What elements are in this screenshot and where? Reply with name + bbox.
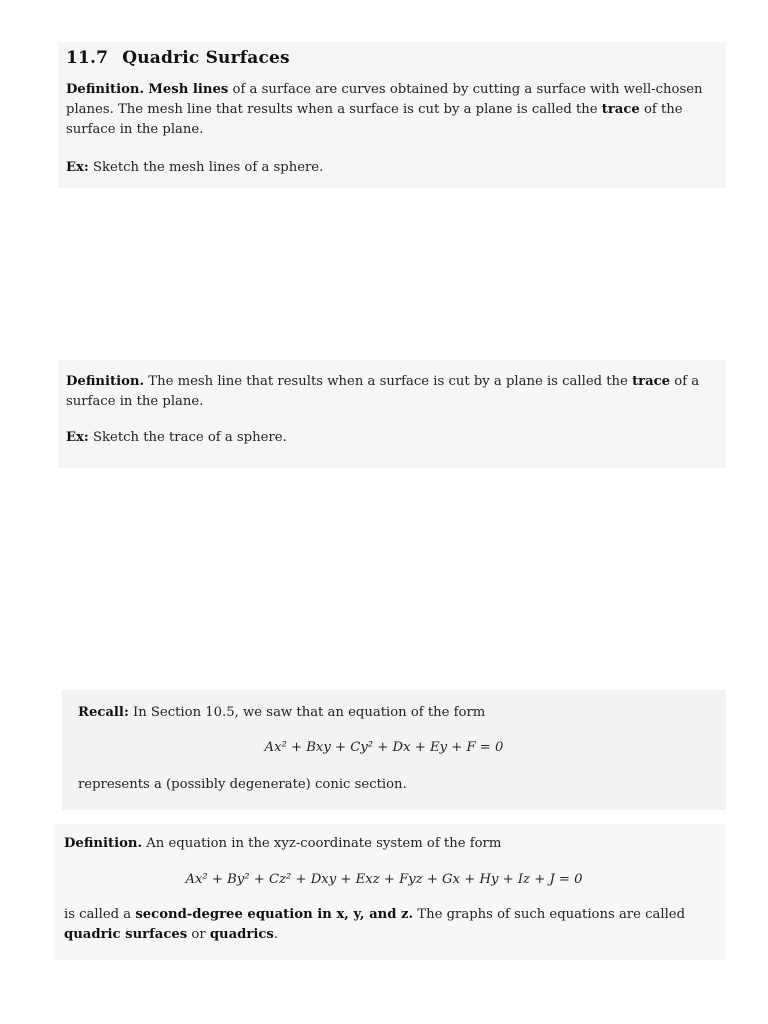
conic-equation: Ax² + Bxy + Cy² + Dx + Ey + F = 0 <box>264 740 504 755</box>
definition-text-end: of the surface in the plane. <box>66 102 683 137</box>
definition2-tail <box>64 905 704 945</box>
definition-text: of a surface are curves obtained by cutting a surface with well-chosen planes. The mesh line that results when a surface is cut by a plane is called the <box>66 82 703 117</box>
recall-paragraph <box>78 703 698 723</box>
definition-text: An equation in the xyz-coordinate system of the form <box>142 836 502 851</box>
definition-text-end: of a surface in the plane. <box>66 374 700 409</box>
definition-mesh-lines <box>66 80 714 140</box>
section-heading <box>66 48 290 68</box>
definition-second-degree <box>64 834 704 854</box>
definition-text: The mesh line that results when a surface is cut by a plane is called the <box>144 374 633 389</box>
quadric-surfaces-term: quadric surfaces <box>64 927 188 942</box>
tail-text: is called a <box>64 907 136 922</box>
definition-label: Definition. <box>66 374 145 389</box>
tail-text-mid: The graphs of such equations are called <box>413 907 686 922</box>
example-label: Ex: <box>66 160 89 175</box>
example-trace <box>66 428 714 448</box>
recall-tail: represents a (possibly degenerate) conic section. <box>78 777 407 792</box>
recall-text: In Section 10.5, we saw that an equation of the form <box>128 705 486 720</box>
tail-end: . <box>273 927 279 942</box>
section-number: 11.7 <box>66 48 109 68</box>
quadrics-term: quadrics <box>209 927 274 942</box>
example-label: Ex: <box>66 430 89 445</box>
example-text: Sketch the mesh lines of a sphere. <box>88 160 324 175</box>
tail-or: or <box>187 927 210 942</box>
mesh-lines-term: Mesh lines <box>148 82 229 97</box>
quadric-equation: Ax² + By² + Cz² + Dxy + Exz + Fyz + Gx + Hy + Iz + J = 0 <box>185 872 583 887</box>
section-title: Quadric Surfaces <box>122 48 290 68</box>
trace-term: trace <box>632 374 671 389</box>
definition-label: Definition. <box>64 836 143 851</box>
trace-term: trace <box>601 102 640 117</box>
second-degree-term: second-degree equation in x, y, and z. <box>135 907 414 922</box>
example-text: Sketch the trace of a sphere. <box>88 430 287 445</box>
definition-trace <box>66 372 714 412</box>
definition-label: Definition. <box>66 82 145 97</box>
recall-label: Recall: <box>78 705 129 720</box>
example-mesh-lines <box>66 158 714 178</box>
